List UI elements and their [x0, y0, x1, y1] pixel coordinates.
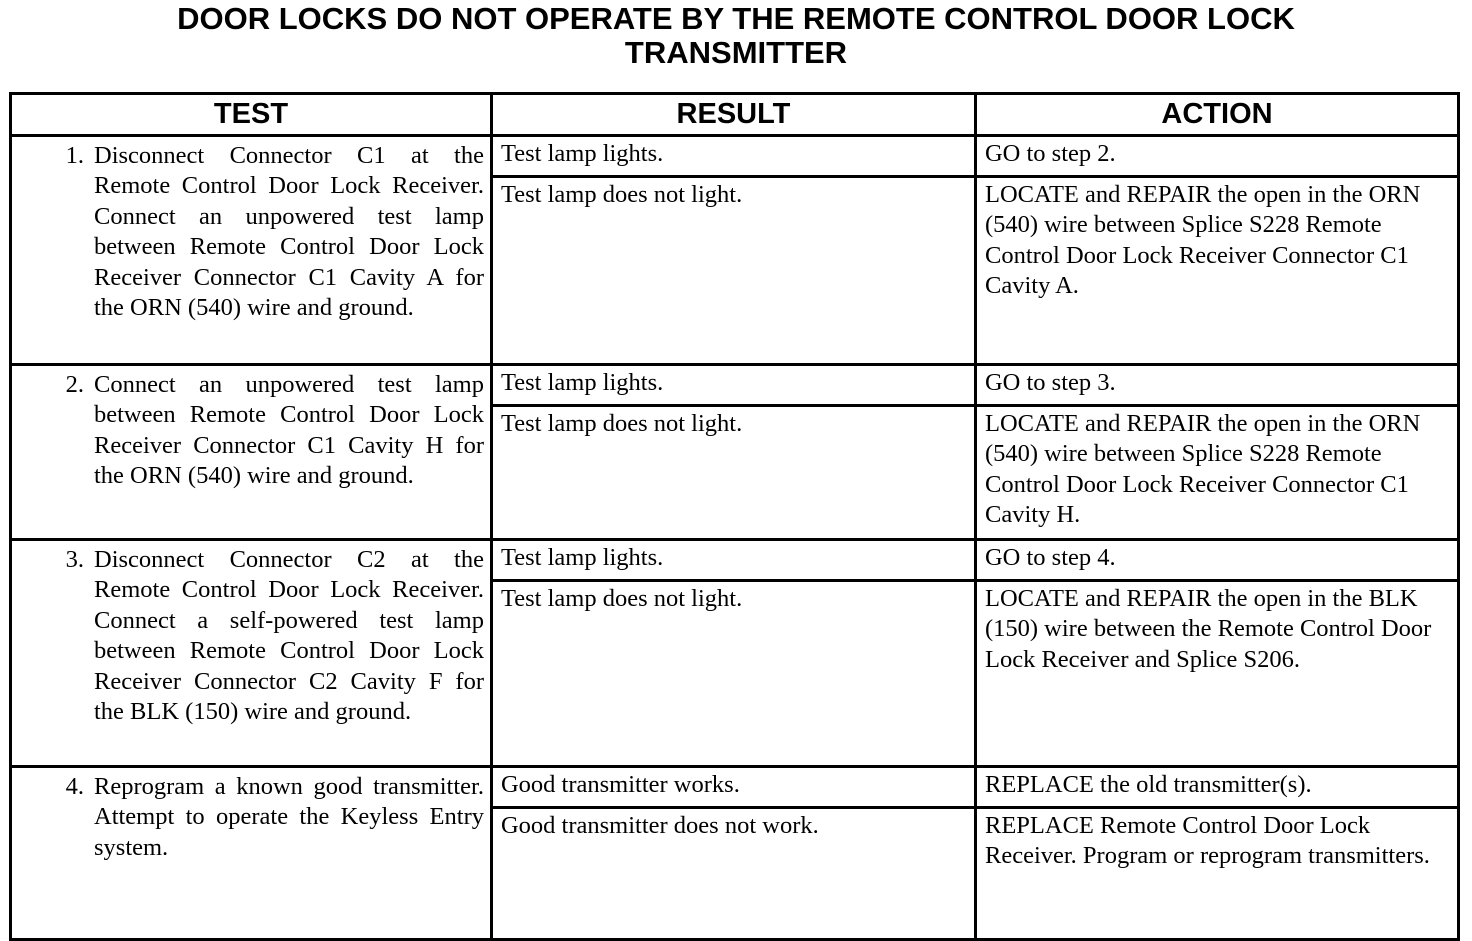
- action-cell: LOCATE and REPAIR the open in the ORN (540) wire between Splice S228 Remote Control Door Lock Receiver Connector C1 Cavity H.: [975, 406, 1458, 540]
- page-title: [0, 2, 1472, 70]
- result-cell: Test lamp does not light.: [491, 581, 975, 767]
- action-cell: REPLACE the old transmitter(s).: [975, 767, 1458, 808]
- action-cell: LOCATE and REPAIR the open in the BLK (150) wire between the Remote Control Door Lock Receiver and Splice S206.: [975, 581, 1458, 767]
- action-cell: GO to step 3.: [975, 365, 1458, 406]
- table-row: [11, 540, 1459, 581]
- header-result: RESULT: [491, 94, 975, 136]
- test-cell-step-4: [11, 767, 492, 940]
- result-cell: Test lamp does not light.: [491, 177, 975, 365]
- result-cell: Good transmitter does not work.: [491, 808, 975, 940]
- header-action: ACTION: [975, 94, 1458, 136]
- table-row: [11, 767, 1459, 808]
- action-cell: LOCATE and REPAIR the open in the ORN (540) wire between Splice S228 Remote Control Door Lock Receiver Connector C1 Cavity A.: [975, 177, 1458, 365]
- header-row: [11, 94, 1459, 136]
- test-cell-step-3: [11, 540, 492, 767]
- action-cell: GO to step 4.: [975, 540, 1458, 581]
- step-text: Connect an unpowered test lamp between Remote Control Door Lock Receiver Connector C1 Cavity H for the ORN (540) wire and ground.: [94, 371, 484, 490]
- table-row: [11, 136, 1459, 177]
- result-cell: Test lamp lights.: [491, 365, 975, 406]
- step-number: 4.: [65, 773, 84, 800]
- step-text: Disconnect Connector C1 at the Remote Control Door Lock Receiver. Connect an unpowered test lamp between Remote Control Door Lock Receiver Connector C1 Cavity A for the ORN (540) wire and ground.: [94, 142, 484, 322]
- result-cell: Test lamp does not light.: [491, 406, 975, 540]
- step-number: 3.: [65, 546, 84, 573]
- test-cell-step-1: [11, 136, 492, 365]
- title-line-2: TRANSMITTER: [624, 35, 848, 70]
- result-cell: Good transmitter works.: [491, 767, 975, 808]
- test-cell-step-2: [11, 365, 492, 540]
- header-test: TEST: [11, 94, 492, 136]
- diagnostic-table: [9, 92, 1460, 941]
- result-cell: Test lamp lights.: [491, 136, 975, 177]
- step-number: 1.: [65, 142, 84, 169]
- step-text: Disconnect Connector C2 at the Remote Control Door Lock Receiver. Connect a self-powered test lamp between Remote Control Door Lock Receiver Connector C2 Cavity F for the BLK (150) wire and ground.: [94, 546, 484, 726]
- action-cell: GO to step 2.: [975, 136, 1458, 177]
- step-number: 2.: [65, 371, 84, 398]
- action-cell: REPLACE Remote Control Door Lock Receiver. Program or reprogram transmitters.: [975, 808, 1458, 940]
- title-line-1: DOOR LOCKS DO NOT OPERATE BY THE REMOTE CONTROL DOOR LOCK: [177, 1, 1295, 36]
- result-cell: Test lamp lights.: [491, 540, 975, 581]
- table-row: [11, 365, 1459, 406]
- step-text: Reprogram a known good transmitter. Attempt to operate the Keyless Entry system.: [94, 773, 484, 861]
